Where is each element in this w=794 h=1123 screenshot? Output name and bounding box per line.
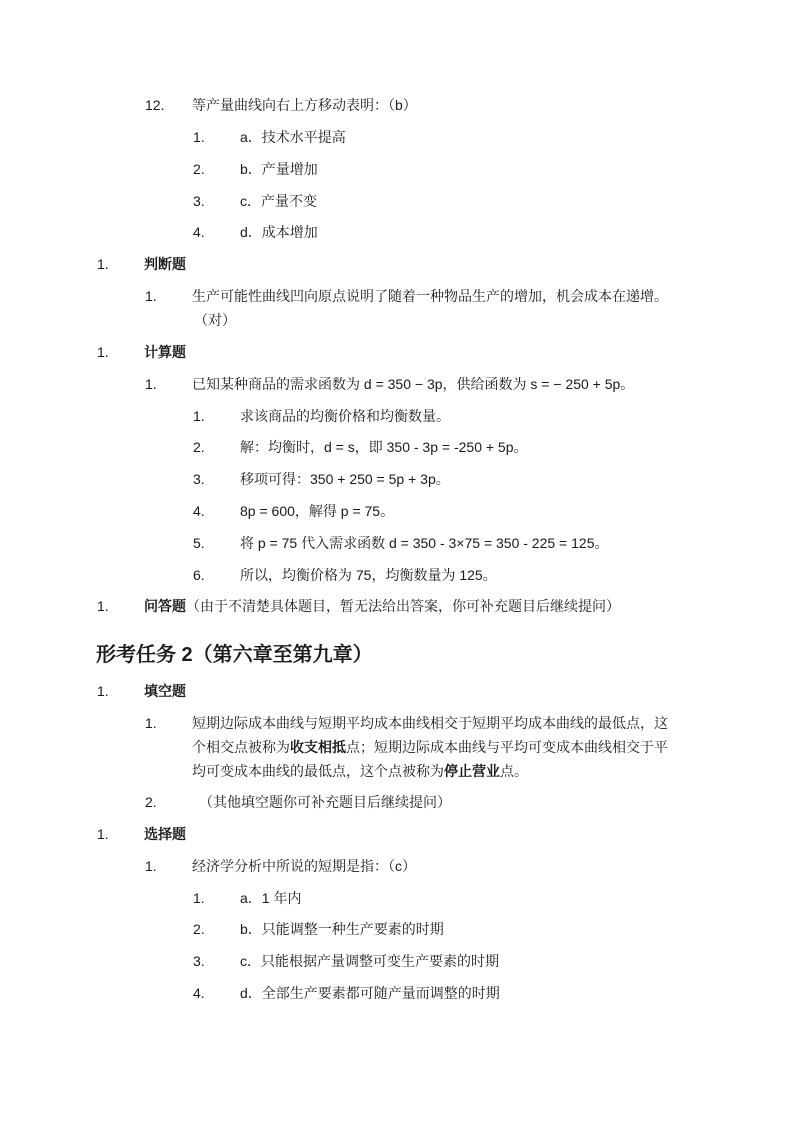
fill-text-line2 xyxy=(192,735,668,759)
step-text: 求该商品的均衡价格和均衡数量。 xyxy=(240,408,450,424)
option-text: b．只能调整一种生产要素的时期 xyxy=(240,921,444,937)
item-number: 1. xyxy=(97,256,109,272)
item-number: 2. xyxy=(193,921,205,937)
option-text: d．成本增加 xyxy=(240,224,318,240)
fill-note: （其他填空题你可补充题目后继续提问） xyxy=(199,794,451,810)
option-text: a．1 年内 xyxy=(240,890,302,906)
option-text: c．只能根据产量调整可变生产要素的时期 xyxy=(240,953,499,969)
item-number: 1. xyxy=(193,408,205,424)
section-title: 形考任务 2（第六章至第九章） xyxy=(96,644,373,666)
step-text: 将 p = 75 代入需求函数 d = 350 - 3×75 = 350 - 225 = 125。 xyxy=(240,535,609,551)
judge-text-line1: 生产可能性曲线凹向原点说明了随着一种物品生产的增加，机会成本在递增。 xyxy=(192,288,668,304)
item-number: 12. xyxy=(145,97,165,113)
heading-text: 判断题 xyxy=(144,256,186,272)
fill-text-post: 点；短期边际成本曲线与平均可变成本曲线相交于平 xyxy=(346,739,668,755)
item-number: 1. xyxy=(97,683,109,699)
heading-text: 填空题 xyxy=(144,683,186,699)
heading-line xyxy=(144,594,620,618)
item-number: 1. xyxy=(97,826,109,842)
step-text: 解：均衡时，d = s，即 350 - 3p = -250 + 5p。 xyxy=(240,439,528,455)
fill-text-line3 xyxy=(192,759,528,783)
step-text: 移项可得：350 + 250 = 5p + 3p。 xyxy=(240,471,450,487)
item-number: 1. xyxy=(145,288,157,304)
step-text: 所以，均衡价格为 75，均衡数量为 125。 xyxy=(240,567,497,583)
step-text: 8p = 600，解得 p = 75。 xyxy=(240,503,395,519)
question-text: 已知某种商品的需求函数为 d = 350 − 3p，供给函数为 s = − 250 + 5p。 xyxy=(192,376,635,392)
question-text: 经济学分析中所说的短期是指：（c） xyxy=(192,858,416,874)
item-number: 1. xyxy=(193,890,205,906)
fill-text-pre: 均可变成本曲线的最低点，这个点被称为 xyxy=(192,763,444,779)
fill-text-pre: 个相交点被称为 xyxy=(192,739,290,755)
fill-answer-2: 停止营业 xyxy=(444,763,500,779)
item-number: 3. xyxy=(193,953,205,969)
heading-text: 选择题 xyxy=(144,826,186,842)
question-text: 等产量曲线向右上方移动表明：（b） xyxy=(192,97,417,113)
heading-text: 问答题 xyxy=(144,598,186,614)
item-number: 5. xyxy=(193,535,205,551)
option-text: c．产量不变 xyxy=(240,193,317,209)
judge-text-line2: （对） xyxy=(194,312,236,328)
item-number: 3. xyxy=(193,471,205,487)
item-number: 2. xyxy=(193,161,205,177)
item-number: 2. xyxy=(193,439,205,455)
item-number: 1. xyxy=(97,344,109,360)
option-text: b．产量增加 xyxy=(240,161,318,177)
item-number: 4. xyxy=(193,503,205,519)
option-text: a．技术水平提高 xyxy=(240,129,346,145)
item-number: 1. xyxy=(145,715,157,731)
heading-text: 计算题 xyxy=(144,344,186,360)
fill-text-post: 点。 xyxy=(500,763,528,779)
item-number: 1. xyxy=(145,858,157,874)
option-text: d．全部生产要素都可随产量而调整的时期 xyxy=(240,985,500,1001)
qa-note: （由于不清楚具体题目，暂无法给出答案，你可补充题目后继续提问） xyxy=(186,598,620,614)
fill-answer-1: 收支相抵 xyxy=(290,739,346,755)
item-number: 6. xyxy=(193,567,205,583)
item-number: 2. xyxy=(145,794,157,810)
item-number: 1. xyxy=(145,376,157,392)
item-number: 4. xyxy=(193,985,205,1001)
item-number: 1. xyxy=(193,129,205,145)
item-number: 4. xyxy=(193,224,205,240)
item-number: 3. xyxy=(193,193,205,209)
item-number: 1. xyxy=(97,598,109,614)
judge-answer xyxy=(194,308,236,332)
fill-text-line1: 短期边际成本曲线与短期平均成本曲线相交于短期平均成本曲线的最低点，这 xyxy=(192,715,668,731)
